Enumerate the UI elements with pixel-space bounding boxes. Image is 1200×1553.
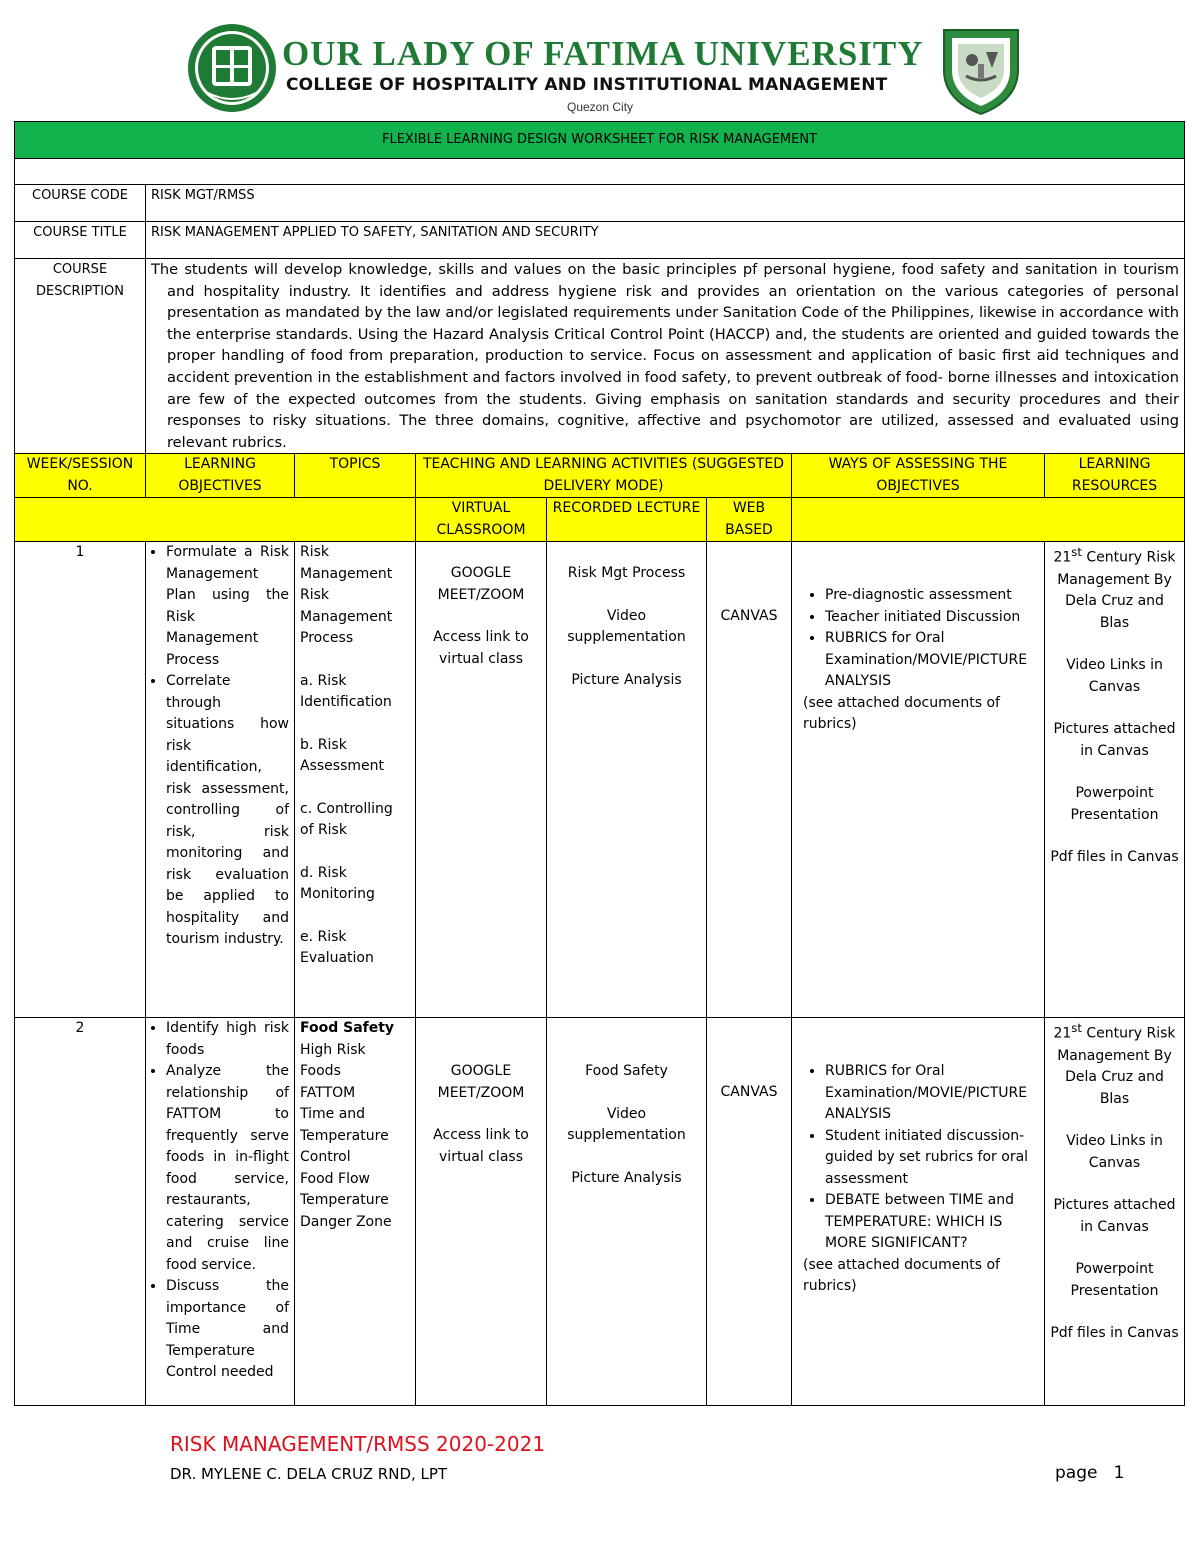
course-description-row: [15, 259, 1185, 454]
table-row: [15, 542, 1185, 1018]
course-description-text: The students will develop knowledge, skills and values on the basic principles pf personal hygiene, food safety and sanitation in tourism and hospitality industry. It identifies and address hygiene risk and provides an orientation on the various categories of personal presentation as mandated by the law and/or legislated requirements under Sanitation Code of the Philippines, likewise in accordance with the enterprise standards. Using the Hazard Analysis Critical Control Point (HACCP) and, the students are oriented and guided towards the proper handling of food from preparation, production to service. Focus on assessment and application of basic first aid techniques and accident prevention in the establishment and factors involved in food safety, to prevent outbreak of food- borne illnesses and intoxication are few of the expected outcomes from the students. Giving emphasis on sanitation standards and security procedures and their responses to risky situations. The three domains, cognitive, affective and psychomotor are utilized, assessed and evaluated using relevant rubrics.: [151, 261, 1179, 451]
blank-row: [15, 159, 1185, 185]
university-name: OUR LADY OF FATIMA UNIVERSITY: [282, 34, 924, 73]
col-virtual-classroom: VIRTUAL CLASSROOM: [416, 498, 547, 542]
resource-book-title: Century Risk Management By Dela Cruz and Blas: [1057, 550, 1176, 631]
city-label: Quezon City: [567, 100, 634, 114]
recorded-title: Risk Mgt Process: [567, 565, 686, 582]
col-objectives: LEARNING OBJECTIVES: [146, 454, 295, 498]
recorded-picture: Picture Analysis: [571, 1169, 682, 1186]
col-topics: TOPICS: [295, 454, 416, 498]
web-based-cell: CANVAS: [707, 1018, 792, 1406]
university-seal-logo: [186, 22, 278, 114]
resource-video: Video Links in Canvas: [1066, 657, 1163, 695]
virtual-platform: GOOGLE MEET/ZOOM: [437, 1063, 525, 1101]
assessment-note: (see attached documents of rubrics): [803, 694, 1000, 733]
topic-item: c. Controlling of Risk: [300, 800, 393, 839]
subheader-blank-left: [15, 498, 416, 542]
col-resources: LEARNING RESOURCES: [1045, 454, 1185, 498]
topic-item: d. Risk Monitoring: [300, 864, 375, 903]
topic-item: Risk Management Process: [300, 587, 393, 647]
objectives-cell: [146, 542, 295, 1018]
resource-video: Video Links in Canvas: [1066, 1133, 1163, 1171]
objectives-cell: [146, 1018, 295, 1406]
recorded-picture: Picture Analysis: [571, 671, 682, 688]
assessment-item: • Pre-diagnostic assessment: [825, 585, 1039, 607]
resource-ppt: Powerpoint Presentation: [1070, 785, 1159, 823]
objective-item: • Discuss the importance of Time and Temperature Control needed: [166, 1276, 289, 1384]
topic-item: Food Flow: [300, 1170, 370, 1187]
topic-item: FATTOM: [300, 1084, 356, 1101]
topic-item: Time and Temperature Control: [300, 1106, 389, 1166]
objective-item: • Analyze the relationship of FATTOM to frequently serve foods in in-flight food service, restaurants, catering service and cruise line food service.: [166, 1061, 289, 1276]
topic-item: b. Risk Assessment: [300, 736, 384, 775]
virtual-access-link: Access link to virtual class: [433, 1127, 529, 1165]
course-description-label: COURSE DESCRIPTION: [15, 259, 146, 454]
course-code-row: [15, 185, 1185, 222]
week-number: 2: [15, 1018, 146, 1406]
objective-item: • Formulate a Risk Management Plan using the Risk Management Process: [166, 542, 289, 671]
topic-item: High Risk Foods: [300, 1041, 366, 1080]
column-header-row: [15, 454, 1185, 498]
college-shield-logo: [938, 20, 1024, 116]
assessment-cell: [792, 1018, 1045, 1406]
recorded-video: Video supplementation: [567, 607, 686, 646]
col-web-based: WEB BASED: [707, 498, 792, 542]
college-name: COLLEGE OF HOSPITALITY AND INSTITUTIONAL MANAGEMENT: [286, 75, 888, 95]
assessment-item: • RUBRICS for Oral Examination/MOVIE/PICTURE ANALYSIS: [825, 628, 1039, 693]
resources-cell: [1045, 542, 1185, 1018]
objective-item: • Correlate through situations how risk identification, risk assessment, controlling of risk, risk monitoring and risk evaluation be applied to hospitality and tourism industry.: [166, 671, 289, 951]
subheader-row: [15, 498, 1185, 542]
recorded-video: Video supplementation: [567, 1105, 686, 1144]
topic-item: Risk Management: [300, 544, 393, 582]
resource-book-ordinal: st: [1071, 545, 1082, 560]
assessment-cell: [792, 542, 1045, 1018]
footer-course-title: RISK MANAGEMENT/RMSS 2020-2021: [170, 1432, 546, 1456]
topic-item: a. Risk Identification: [300, 672, 392, 711]
assessment-item: • DEBATE between TIME and TEMPERATURE: WHICH IS MORE SIGNIFICANT?: [825, 1190, 1039, 1255]
virtual-classroom-cell: [416, 1018, 547, 1406]
table-row: [15, 1018, 1185, 1406]
resource-book-title: Century Risk Management By Dela Cruz and Blas: [1057, 1026, 1176, 1107]
resource-pictures: Pictures attached in Canvas: [1053, 1197, 1176, 1235]
topics-cell: [295, 1018, 416, 1406]
resource-book-ordinal: st: [1071, 1021, 1082, 1036]
resource-ppt: Powerpoint Presentation: [1070, 1261, 1159, 1299]
resource-book-number: 21: [1053, 550, 1072, 566]
course-code-value: RISK MGT/RMSS: [146, 185, 1185, 222]
week-number: 1: [15, 542, 146, 1018]
col-week: WEEK/SESSION NO.: [15, 454, 146, 498]
objective-item: • Identify high risk foods: [166, 1018, 289, 1061]
resources-cell: [1045, 1018, 1185, 1406]
course-title-value: RISK MANAGEMENT APPLIED TO SAFETY, SANITATION AND SECURITY: [146, 222, 1185, 259]
resource-book-number: 21: [1053, 1026, 1072, 1042]
assessment-item: • Teacher initiated Discussion: [825, 607, 1039, 629]
course-code-label: COURSE CODE: [15, 185, 146, 222]
virtual-platform: GOOGLE MEET/ZOOM: [437, 565, 525, 603]
col-assessment: WAYS OF ASSESSING THE OBJECTIVES: [792, 454, 1045, 498]
resource-book: [1050, 542, 1179, 634]
recorded-lecture-cell: [547, 1018, 707, 1406]
worksheet-title: FLEXIBLE LEARNING DESIGN WORKSHEET FOR RISK MANAGEMENT: [15, 122, 1185, 159]
course-title-label: COURSE TITLE: [15, 222, 146, 259]
resource-book: [1050, 1018, 1179, 1110]
course-description-value: [146, 259, 1185, 454]
resource-pdf: Pdf files in Canvas: [1050, 849, 1179, 865]
learning-design-worksheet: [14, 121, 1185, 1406]
virtual-classroom-cell: [416, 542, 547, 1018]
course-title-row: [15, 222, 1185, 259]
virtual-access-link: Access link to virtual class: [433, 629, 529, 667]
topic-heading: Food Safety: [300, 1020, 395, 1037]
recorded-title: Food Safety: [585, 1063, 668, 1080]
topic-item: e. Risk Evaluation: [300, 928, 374, 967]
assessment-item: • Student initiated discussion- guided by set rubrics for oral assessment: [825, 1126, 1039, 1191]
recorded-lecture-cell: [547, 542, 707, 1018]
footer-author: DR. MYLENE C. DELA CRUZ RND, LPT: [170, 1465, 448, 1483]
web-based-cell: CANVAS: [707, 542, 792, 1018]
document-header: [0, 0, 1200, 120]
assessment-item: • RUBRICS for Oral Examination/MOVIE/PICTURE ANALYSIS: [825, 1061, 1039, 1126]
footer-page-number: page 1: [1055, 1463, 1125, 1483]
col-recorded-lecture: RECORDED LECTURE: [547, 498, 707, 542]
assessment-note: (see attached documents of rubrics): [803, 1256, 1000, 1295]
resource-pdf: Pdf files in Canvas: [1050, 1325, 1179, 1341]
col-activities: TEACHING AND LEARNING ACTIVITIES (SUGGESTED DELIVERY MODE): [416, 454, 792, 498]
subheader-blank-right: [792, 498, 1185, 542]
topic-item: Temperature Danger Zone: [300, 1192, 392, 1230]
topics-cell: [295, 542, 416, 1018]
resource-pictures: Pictures attached in Canvas: [1053, 721, 1176, 759]
